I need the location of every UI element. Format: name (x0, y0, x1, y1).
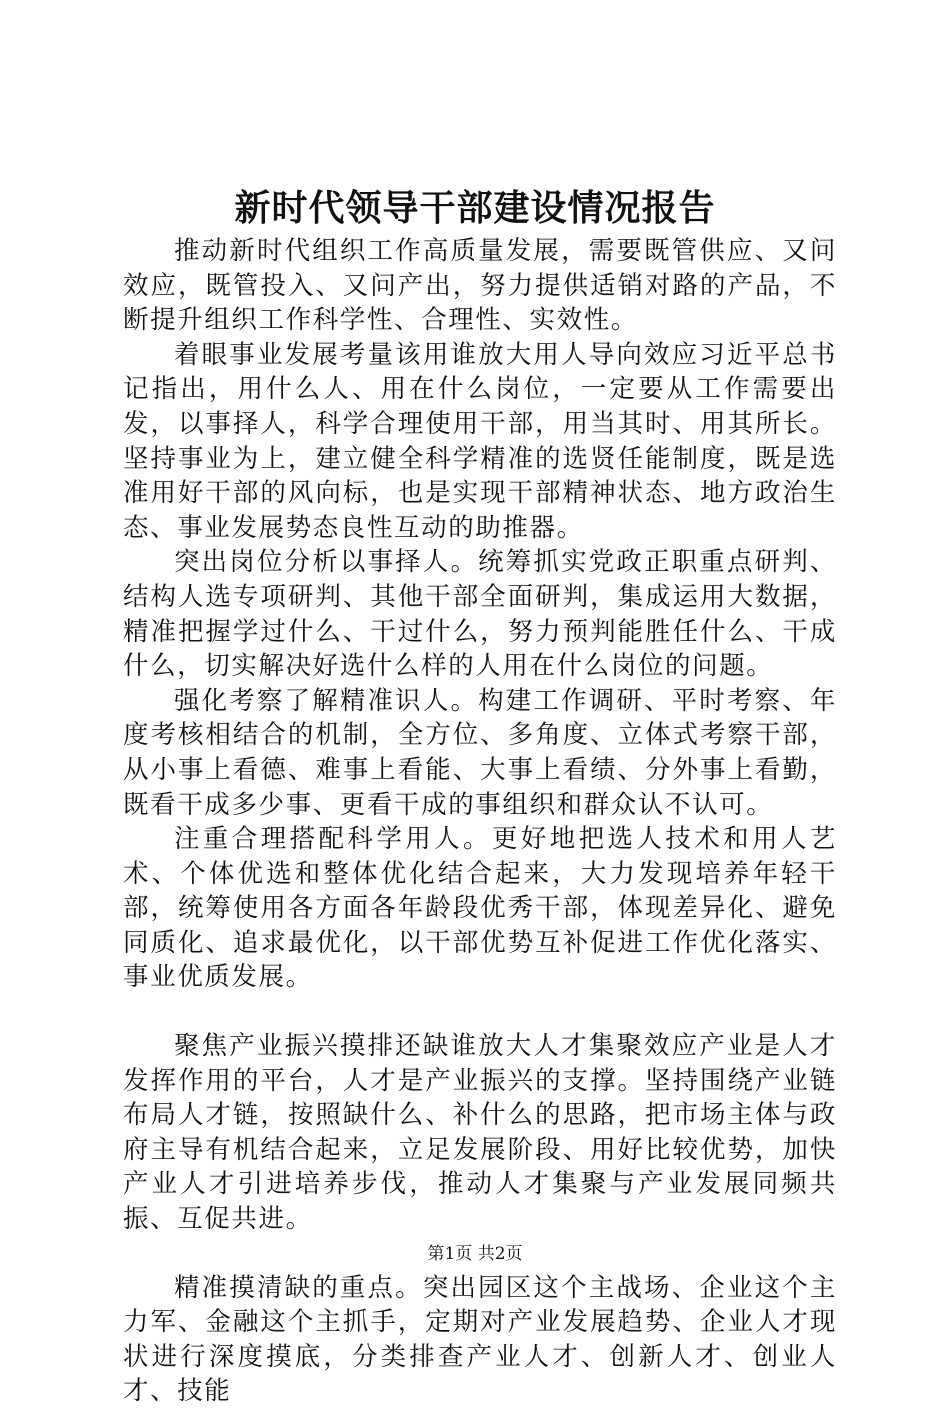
document-title: 新时代领导干部建设情况报告 (234, 187, 716, 229)
paragraph-2: 着眼事业发展考量该用谁放大用人导向效应习近平总书记指出，用什么人、用在什么岗位，一定要从工作需要出发，以事择人，科学合理使用干部，用当其时、用其所长。坚持事业为上，建立健全科学精准的选贤任能制度，既是选准用好干部的风向标，也是实现干部精神状态、地方政治生态、事业发展势态良性互动的助推器。 (123, 339, 837, 543)
paragraph-5: 注重合理搭配科学用人。更好地把选人技术和用人艺术、个体优选和整体优化结合起来，大力发现培养年轻干部，统筹使用各方面各年龄段优秀干部，体现差异化、避免同质化、追求最优化，以干部优势互补促进工作优化落实、事业优质发展。 (123, 824, 837, 993)
paragraph-4: 强化考察了解精准识人。构建工作调研、平时考察、年度考核相结合的机制，全方位、多角度、立体式考察干部，从小事上看德、难事上看能、大事上看绩、分外事上看勤，既看干成多少事、更看干成的事组织和群众认不认可。 (123, 685, 837, 820)
paragraph-7: 精准摸清缺的重点。突出园区这个主战场、企业这个主力军、金融这个主抓手，定期对产业发展趋势、企业人才现状进行深度摸底，分类排查产业人才、创新人才、创业人才、技能 (123, 1272, 837, 1407)
document-body (123, 234, 837, 1409)
page-footer: 第1页 共2页 (427, 1244, 523, 1264)
paragraph-6: 聚焦产业振兴摸排还缺谁放大人才集聚效应产业是人才发挥作用的平台，人才是产业振兴的支撑。坚持围绕产业链布局人才链，按照缺什么、补什么的思路，把市场主体与政府主导有机结合起来，立足发展阶段、用好比较优势，加快产业人才引进培养步伐，推动人才集聚与产业发展同频共振、互促共进。 (123, 1031, 837, 1235)
paragraph-1: 推动新时代组织工作高质量发展，需要既管供应、又问效应，既管投入、又问产出，努力提供适销对路的产品，不断提升组织工作科学性、合理性、实效性。 (123, 236, 837, 336)
paragraph-3: 突出岗位分析以事择人。统筹抓实党政正职重点研判、结构人选专项研判、其他干部全面研判，集成运用大数据，精准把握学过什么、干过什么，努力预判能胜任什么、干成什么，切实解决好选什么样的人用在什么岗位的问题。 (123, 547, 837, 682)
